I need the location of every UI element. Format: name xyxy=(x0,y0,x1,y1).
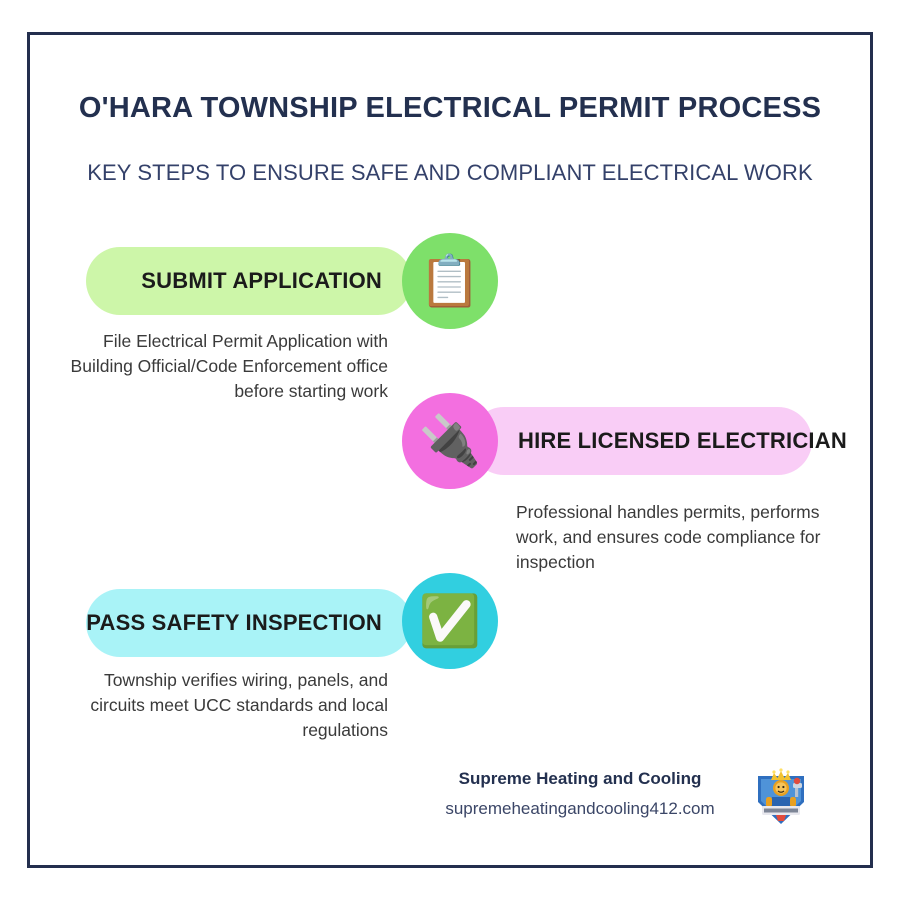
step-1-pill[interactable] xyxy=(86,247,412,315)
footer xyxy=(420,760,830,840)
step-2-pill[interactable] xyxy=(470,407,847,475)
clipboard-icon: 📋 xyxy=(418,253,482,309)
step-3-pill[interactable] xyxy=(86,589,412,657)
page-subtitle: KEY STEPS TO ENSURE SAFE AND COMPLIANT ELECTRICAL WORK xyxy=(87,160,813,185)
step-3-icon-circle[interactable] xyxy=(402,573,498,669)
page-title: O'HARA TOWNSHIP ELECTRICAL PERMIT PROCESS xyxy=(78,92,822,124)
check-mark-button-icon: ✅ xyxy=(418,593,482,649)
step-1-icon-circle[interactable] xyxy=(402,233,498,329)
step-1-description: File Electrical Permit Application with Building Official/Code Enforcement office before starting work xyxy=(70,331,388,401)
electric-plug-icon: 🔌 xyxy=(418,413,482,469)
step-3-label: PASS SAFETY INSPECTION xyxy=(86,610,382,635)
step-2-description: Professional handles permits, performs work, and ensures code compliance for inspection xyxy=(516,502,821,572)
step-2-label: HIRE LICENSED ELECTRICIAN xyxy=(518,428,847,453)
step-2-icon-circle[interactable] xyxy=(402,393,498,489)
footer-brand-name: Supreme Heating and Cooling xyxy=(458,769,702,788)
step-1-label: SUBMIT APPLICATION xyxy=(141,268,382,293)
step-3-description: Township verifies wiring, panels, and circuits meet UCC standards and local regulations xyxy=(90,670,388,740)
footer-website-url[interactable]: supremeheatingandcooling412.com xyxy=(445,799,715,818)
supreme-mascot-logo-icon xyxy=(750,766,812,828)
